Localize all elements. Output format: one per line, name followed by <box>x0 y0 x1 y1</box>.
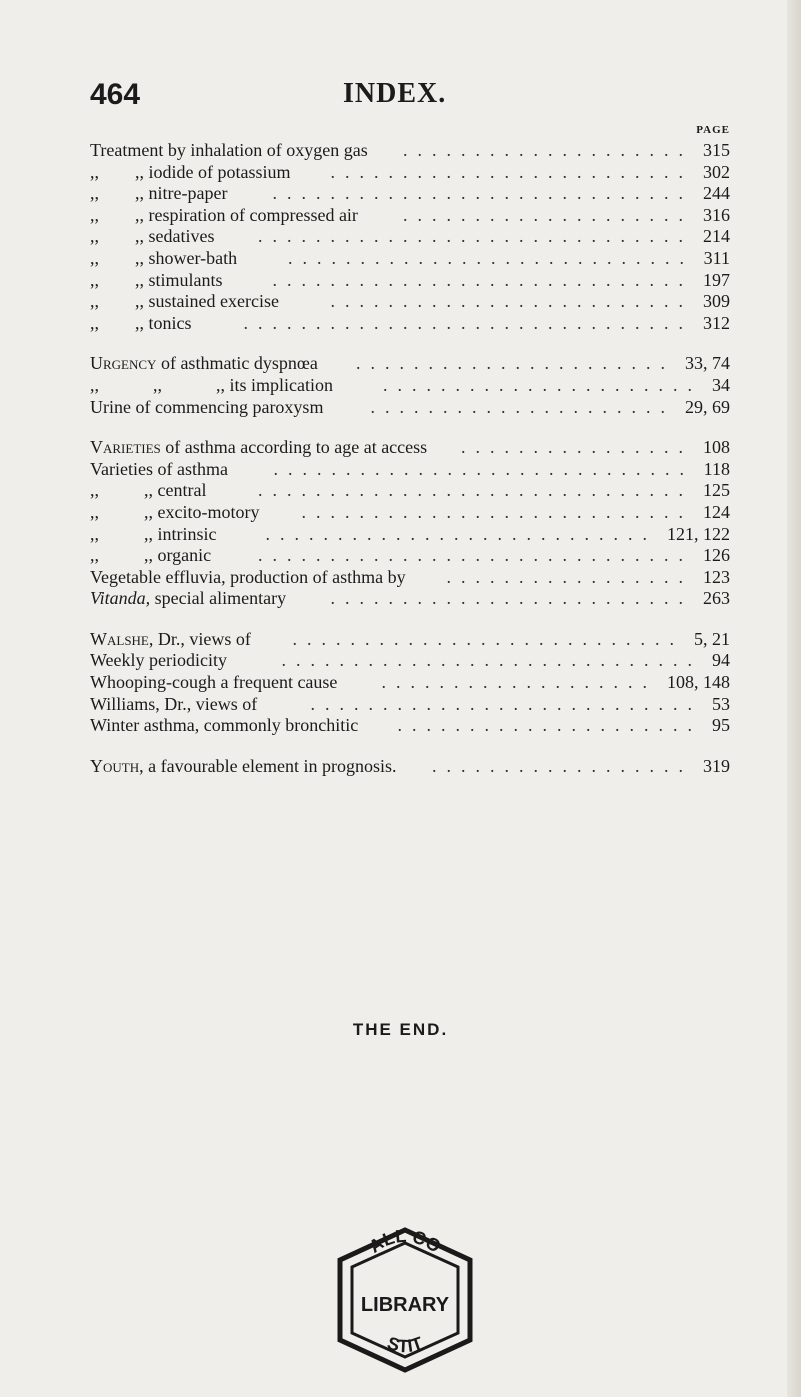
index-entry-text: organic <box>153 545 212 566</box>
ditto-marks: ,, ,, <box>90 545 153 566</box>
index-entry-label <box>90 588 286 610</box>
index-gap <box>90 334 730 353</box>
index-entry-label <box>90 291 279 313</box>
ditto-marks: ,, ,, <box>90 312 144 333</box>
dot-leader: ........................... <box>310 693 702 714</box>
index-entry-label <box>90 672 337 694</box>
index-entry <box>90 502 730 524</box>
dot-leader: ...................... <box>356 353 675 374</box>
index-entry-heading: Winter <box>90 715 140 736</box>
index-entry-pages: 311 <box>703 247 730 268</box>
ditto-marks: ,, ,, <box>90 183 144 204</box>
index-entry <box>90 162 730 184</box>
index-entry-text: of asthmatic dyspnœa <box>156 353 318 374</box>
index-entry <box>90 715 730 737</box>
index-entry <box>90 650 730 672</box>
index-entry-pages: 309 <box>703 291 730 312</box>
running-head: INDEX. <box>343 78 447 109</box>
index-entry-pages: 124 <box>703 501 730 522</box>
index-entry <box>90 140 730 162</box>
index-entry <box>90 459 730 481</box>
index-entry-pages: 126 <box>703 545 730 566</box>
ditto-marks: ,, ,, <box>90 204 144 225</box>
index-entry-pages: 315 <box>703 140 730 160</box>
index-entry-text: periodicity <box>144 650 228 671</box>
index-entry-text: Dr., views of <box>153 628 251 649</box>
index-gap <box>90 418 730 437</box>
index-entry-label <box>90 183 227 205</box>
index-entry-label <box>90 270 223 292</box>
index-entry-heading: Whooping-cough <box>90 672 216 693</box>
index-entry-pages: 94 <box>712 650 730 671</box>
the-end: THE END. <box>352 1020 449 1039</box>
index-entry-pages: 214 <box>703 226 730 247</box>
index-entry-text: nitre-paper <box>144 183 228 204</box>
index-entry-text: a frequent cause <box>215 672 338 693</box>
index-entry-text: central <box>153 480 207 501</box>
index-entry-label <box>90 502 259 524</box>
ditto-marks: ,, ,, <box>90 291 144 312</box>
index-entry-label <box>90 524 217 546</box>
index-entry <box>90 756 730 778</box>
index-entry-pages: 263 <box>703 588 730 609</box>
index-entry-pages: 316 <box>703 204 730 225</box>
index-entry-label <box>90 437 427 459</box>
index-entry-label <box>90 397 323 419</box>
index-entry <box>90 183 730 205</box>
index-entry-text: excito-motory <box>153 501 260 522</box>
index-entry-pages: 29, 69 <box>685 396 730 417</box>
dot-leader: ............................. <box>273 458 694 479</box>
stamp-bottom-text: STIT <box>384 1332 426 1357</box>
dot-leader: ................... <box>381 672 657 693</box>
dot-leader: ..................... <box>370 396 675 417</box>
index-entry-label <box>90 226 214 248</box>
index-entry-pages: 118 <box>703 458 730 479</box>
index-entry-text: special alimentary <box>150 588 287 609</box>
page-number: 464 <box>90 78 141 111</box>
dot-leader: .................... <box>403 204 693 225</box>
index-entry-pages: 108 <box>703 437 730 458</box>
index-entry-pages: 244 <box>703 183 730 204</box>
index-entry-label <box>90 715 358 737</box>
dot-leader: ..................... <box>397 715 702 736</box>
index-entry-label <box>90 756 397 778</box>
index-entry-label <box>90 248 237 270</box>
index-entry-label <box>90 140 368 162</box>
ditto-marks: ,, ,, <box>90 269 144 290</box>
ditto-marks: ,, ,, ,, <box>90 374 225 395</box>
dot-leader: ........................... <box>301 501 693 522</box>
page-header <box>90 78 730 118</box>
stamp-top-text: ALL CO <box>365 1225 445 1257</box>
index-entry-heading: Treatment <box>90 140 164 160</box>
index-entry <box>90 397 730 419</box>
index-entry <box>90 291 730 313</box>
index-entry <box>90 694 730 716</box>
index-entry-text: iodide of potassium <box>144 161 291 182</box>
dot-leader: ............................. <box>281 650 702 671</box>
dot-leader: ......................... <box>330 161 693 182</box>
index-entry-text: shower-bath <box>144 247 238 268</box>
index-entry-pages: 108, 148 <box>667 672 730 693</box>
index-entry-heading: Vegetable <box>90 566 161 587</box>
index-entry-text: intrinsic <box>153 523 217 544</box>
dot-leader: .............................. <box>258 226 693 247</box>
index-entry-heading: Urgency <box>90 353 157 374</box>
index-entry-heading: Varieties <box>90 458 153 479</box>
index-entry <box>90 375 730 397</box>
index-entry <box>90 629 730 651</box>
index-entry-label <box>90 545 211 567</box>
index-entry-pages: 125 <box>703 480 730 501</box>
index-entry-pages: 197 <box>703 269 730 290</box>
index-list <box>90 140 730 777</box>
ditto-marks: ,, ,, <box>90 226 144 247</box>
index-entry-text: of asthma according to age at access <box>160 437 428 458</box>
dot-leader: ............................... <box>243 312 693 333</box>
dot-leader: ................. <box>446 566 693 587</box>
index-entry-text: its implication <box>225 374 333 395</box>
index-entry-label <box>90 353 318 375</box>
page-edge <box>787 0 801 1397</box>
index-entry-label <box>90 375 333 397</box>
dot-leader: .............................. <box>258 480 693 501</box>
index-entry-heading: Weekly <box>90 650 145 671</box>
index-entry-label <box>90 459 228 481</box>
index-entry <box>90 524 730 546</box>
index-entry-text: sustained exercise <box>144 291 279 312</box>
index-entry-text: sedatives <box>144 226 215 247</box>
index-entry-text: of asthma <box>152 458 228 479</box>
dot-leader: ........................... <box>265 523 657 544</box>
index-entry-pages: 319 <box>703 755 730 776</box>
index-entry-pages: 53 <box>712 693 730 714</box>
index-entry-text: by inhalation of oxygen gas <box>163 140 368 160</box>
index-entry-heading: Varieties <box>90 437 161 458</box>
library-stamp <box>330 1225 480 1375</box>
index-entry-text: stimulants <box>144 269 223 290</box>
dot-leader: ......................... <box>330 291 693 312</box>
ditto-marks: ,, ,, <box>90 523 153 544</box>
index-entry <box>90 226 730 248</box>
dot-leader: ......................... <box>330 588 693 609</box>
ditto-marks: ,, ,, <box>90 501 153 522</box>
index-entry-text: of commencing paroxysm <box>130 396 324 417</box>
dot-leader: ................ <box>461 437 693 458</box>
index-entry <box>90 270 730 292</box>
ditto-marks: ,, ,, <box>90 247 144 268</box>
index-entry <box>90 480 730 502</box>
ditto-marks: ,, ,, <box>90 161 144 182</box>
index-entry-label <box>90 694 257 716</box>
index-entry-label <box>90 162 291 184</box>
dot-leader: .................. <box>432 755 693 776</box>
index-entry-label <box>90 629 251 651</box>
dot-leader: .................... <box>403 140 693 160</box>
index-entry <box>90 567 730 589</box>
index-gap <box>90 610 730 629</box>
index-entry <box>90 248 730 270</box>
index-entry-pages: 33, 74 <box>685 353 730 374</box>
index-entry-pages: 5, 21 <box>694 628 730 649</box>
index-entry <box>90 588 730 610</box>
dot-leader: ............................. <box>272 183 693 204</box>
dot-leader: ............................. <box>272 269 693 290</box>
index-entry <box>90 437 730 459</box>
index-entry <box>90 313 730 335</box>
index-entry-text: Dr., views of <box>159 693 258 714</box>
page-column-heading: PAGE <box>696 124 730 136</box>
dot-leader: ............................ <box>288 247 694 268</box>
index-entry <box>90 205 730 227</box>
index-entry-pages: 95 <box>712 715 730 736</box>
index-entry-label <box>90 567 406 589</box>
index-entry-pages: 34 <box>712 374 730 395</box>
dot-leader: ........................... <box>292 628 684 649</box>
ditto-marks: ,, ,, <box>90 480 153 501</box>
index-entry <box>90 672 730 694</box>
dot-leader: ...................... <box>383 374 702 395</box>
index-entry <box>90 545 730 567</box>
index-entry-label <box>90 205 358 227</box>
index-entry-pages: 312 <box>703 312 730 333</box>
dot-leader: .............................. <box>258 545 693 566</box>
index-entry-heading: Walshe, <box>90 628 154 649</box>
index-gap <box>90 737 730 756</box>
index-entry-heading: Vitanda, <box>90 588 151 609</box>
index-entry-text: tonics <box>144 312 192 333</box>
index-entry-pages: 302 <box>703 161 730 182</box>
index-entry-label <box>90 313 192 335</box>
index-entry-label <box>90 650 227 672</box>
index-entry-text: respiration of compressed air <box>144 204 358 225</box>
index-entry-pages: 121, 122 <box>667 523 730 544</box>
index-entry-label <box>90 480 206 502</box>
index-entry-text: a favourable element in prognosis. <box>143 755 397 776</box>
index-entry <box>90 353 730 375</box>
index-entry-heading: Urine <box>90 396 131 417</box>
index-entry-text: asthma, commonly bronchitic <box>139 715 359 736</box>
stamp-center-text: LIBRARY <box>360 1294 450 1316</box>
index-entry-heading: Youth, <box>90 755 144 776</box>
index-entry-text: effluvia, production of asthma by <box>160 566 406 587</box>
index-entry-heading: Williams, <box>90 693 160 714</box>
index-entry-pages: 123 <box>703 566 730 587</box>
